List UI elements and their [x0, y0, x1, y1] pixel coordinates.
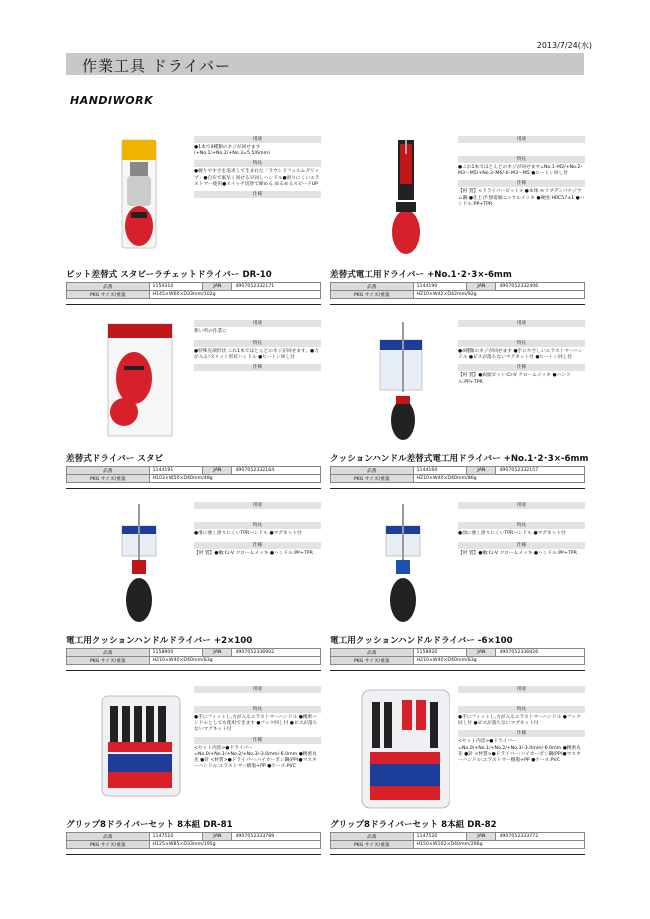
- feature-text: ●手にフィットし,力が入るエラストマーハンドル ●フック回し付 ●ビスが落ちないマグネット付: [458, 715, 581, 727]
- spec-header: 仕様: [458, 364, 585, 371]
- use-text: [194, 693, 321, 706]
- product-image: [94, 136, 186, 264]
- brand-logo: HANDIWORK: [70, 94, 154, 107]
- product-name: 差替式電工用ドライバー +No.1･2･3×-6mm: [330, 270, 512, 280]
- product-image: [358, 320, 450, 448]
- item-no: 1144191: [149, 467, 203, 475]
- jan-label: JAN: [203, 833, 232, 841]
- item-no-label: 品番: [67, 649, 150, 657]
- feature-text: ●油に強く滑りにくいTPRハンドル ●マグネット付: [458, 531, 566, 536]
- pkg-label: PKG サイズ/重量: [331, 657, 414, 665]
- feature-header: 特長: [458, 522, 585, 529]
- use-header: 用途: [458, 136, 585, 143]
- product-image: [358, 136, 450, 264]
- item-no: 1144160: [413, 467, 467, 475]
- feature-header: 特長: [458, 706, 585, 713]
- product-card-4: [330, 320, 589, 510]
- product-card-2: [330, 136, 585, 326]
- feature-text: ●滑に強く滑りにくいTPRハンドル ●マグネット付: [194, 531, 302, 536]
- spec-table: [66, 282, 321, 299]
- feature-text: ●手にフィットし,力が入るエラストマーハンドル ●精密ハンドルとしても使用できます ●フック回し付 ●ビスが落ちないマグネット付: [194, 715, 318, 733]
- item-no-label: 品番: [67, 833, 150, 841]
- divider: [330, 670, 585, 671]
- jan-label: JAN: [203, 467, 232, 475]
- feature-header: 特長: [194, 706, 321, 713]
- product-card-1: [66, 136, 321, 326]
- pkg-label: PKG サイズ/重量: [331, 291, 414, 299]
- spec-table: [330, 466, 585, 483]
- feature-text: ●4種類のネジが回せます ●手にやさしいエラストマーハンドル ●ビスが落ちないマグネット付 ●ヒートン回し付: [458, 349, 583, 361]
- use-header: 用途: [194, 686, 321, 693]
- pkg-size: H210×W42×D42mm/92g: [413, 291, 585, 299]
- spec-header: 仕様: [194, 364, 321, 371]
- use-text: [458, 143, 585, 156]
- jan-label: JAN: [467, 833, 496, 841]
- use-header: 用途: [458, 686, 585, 693]
- item-no-label: 品番: [67, 283, 150, 291]
- divider: [66, 304, 321, 305]
- divider: [66, 854, 321, 855]
- product-name: 差替式ドライバー スタビ: [66, 454, 164, 464]
- use-text: 狭い所の作業に: [194, 329, 227, 334]
- use-text: [458, 693, 585, 706]
- item-no: 1150310: [149, 283, 203, 291]
- pkg-size: H210×W40×D40mm/83g: [149, 657, 321, 665]
- spec-header: 仕様: [458, 542, 585, 549]
- use-header: 用途: [458, 320, 585, 327]
- spec-header: 仕様: [194, 737, 321, 744]
- spec-text: 【材 質】●軸:Cr-V クロームメッキ ●ハンドル:PP+TPR: [194, 551, 313, 556]
- spec-text: 【材 質】●軸:Cr-V クロームメッキ ●ハンドル:PP+TPR: [458, 551, 577, 556]
- pkg-label: PKG サイズ/重量: [67, 841, 150, 849]
- use-header: 用途: [194, 502, 321, 509]
- use-header: 用途: [194, 320, 321, 327]
- jan-code: 4907052332157: [496, 467, 585, 475]
- product-name: グリップ8ドライバーセット 8本組 DR-81: [66, 820, 233, 830]
- spec-text: [194, 371, 321, 384]
- product-name: 電工用クッションハンドルドライバー +2×100: [66, 636, 253, 646]
- use-text: [458, 509, 585, 522]
- pkg-label: PKG サイズ/重量: [67, 291, 150, 299]
- product-name: クッションハンドル差替式電工用ドライバー +No.1･2･3×-6mm: [330, 454, 589, 464]
- product-card-3: [66, 320, 321, 510]
- spec-table: [66, 832, 321, 849]
- pkg-label: PKG サイズ/重量: [331, 475, 414, 483]
- jan-label: JAN: [467, 283, 496, 291]
- pkg-size: H145×W60×D33mm/102g: [149, 291, 321, 299]
- jan-code: 4907052336926: [496, 649, 585, 657]
- product-image: [358, 502, 450, 630]
- feature-text: ●特殊先端形状 これ1本でほとんどのネジが回せます。●力が入る!スリット形状ハンドル ●ヒートン回し付: [194, 349, 319, 361]
- feature-header: 特長: [194, 160, 321, 167]
- product-name: グリップ8ドライバーセット 8本組 DR-82: [330, 820, 497, 830]
- pkg-size: H210×W40×D40mm/83g: [413, 657, 585, 665]
- feature-text: ●握りやすさを追求して生まれた「ラウンドフォルムグリップ」●自在で素早く回せる早回しハンドル●滑りにくいエラストマー使用●スイッチ切替で締める,ゆるめるスピードUP: [194, 169, 320, 187]
- pkg-size: H210×W40×D40mm/86g: [413, 475, 585, 483]
- jan-code: 4907052333772: [496, 833, 585, 841]
- spec-table: [330, 282, 585, 299]
- pkg-label: PKG サイズ/重量: [67, 475, 150, 483]
- jan-code: 4907052336902: [232, 649, 321, 657]
- product-name: ビット差替式 スタビーラチェットドライバー DR-10: [66, 270, 272, 280]
- item-no: 1158900: [149, 649, 203, 657]
- item-no-label: 品番: [331, 283, 414, 291]
- item-no: 1144190: [413, 283, 467, 291]
- spec-header: 仕様: [194, 191, 321, 198]
- spec-table: [66, 648, 321, 665]
- item-no-label: 品番: [331, 833, 414, 841]
- pkg-size: H150×W102×D40mm/296g: [413, 841, 585, 849]
- page-title-bar: [66, 53, 584, 75]
- spec-text: 【材 質】<ドライバービット> ●本体:モリブデンバナジウム鋼 ●仕上げ:無電解ニッケルメッキ ●硬度:HRC57±1 ●ハンドル:PP+TPR: [458, 189, 585, 207]
- use-text: [194, 509, 321, 522]
- pkg-size: H125×W85×D33mm/195g: [149, 841, 321, 849]
- pkg-size: H103×W50×D40mm/48g: [149, 475, 321, 483]
- jan-code: 4907052333789: [232, 833, 321, 841]
- spec-table: [330, 648, 585, 665]
- spec-text: 【材 質】●両頭ビット:Cr-V クロームメッキ ●ハンドル:PP+TPR: [458, 373, 571, 385]
- product-image: [94, 502, 186, 630]
- spec-header: 仕様: [458, 180, 585, 187]
- item-no: 1147510: [149, 833, 203, 841]
- feature-header: 特長: [458, 156, 585, 163]
- product-name: 電工用クッションハンドルドライバー -6×100: [330, 636, 513, 646]
- spec-text: [194, 198, 321, 211]
- use-header: 用途: [194, 136, 321, 143]
- feature-header: 特長: [194, 340, 321, 347]
- use-text: ●1本で4種類のネジが回せます(+No.1/+No.2/+No.3=5.5/6mm): [194, 145, 270, 157]
- spec-header: 仕様: [194, 542, 321, 549]
- item-no: 1147520: [413, 833, 467, 841]
- use-header: 用途: [458, 502, 585, 509]
- divider: [330, 304, 585, 305]
- spec-table: [66, 466, 321, 483]
- divider: [330, 854, 585, 855]
- product-image: [94, 320, 186, 448]
- item-no-label: 品番: [331, 649, 414, 657]
- item-no-label: 品番: [331, 467, 414, 475]
- jan-label: JAN: [467, 649, 496, 657]
- document-date: 2013/7/24(水): [536, 41, 592, 50]
- page-title: 作業工具 ドライバー: [82, 57, 232, 75]
- product-card-8: [330, 686, 585, 876]
- product-image: [358, 686, 450, 814]
- divider: [66, 670, 321, 671]
- product-card-5: [66, 502, 321, 692]
- jan-label: JAN: [467, 467, 496, 475]
- divider: [330, 488, 585, 489]
- product-image: [94, 686, 186, 814]
- use-text: [458, 327, 585, 340]
- feature-text: ●これ1本でほとんどのネジが回せます=No.1･M2/+No.2･M3〜M5/+No.3･M6/-6･M3〜M5 ●ヒートン回し付: [458, 165, 583, 177]
- divider: [66, 488, 321, 489]
- product-card-7: [66, 686, 321, 876]
- jan-label: JAN: [203, 649, 232, 657]
- feature-header: 特長: [458, 340, 585, 347]
- pkg-label: PKG サイズ/重量: [331, 841, 414, 849]
- pkg-label: PKG サイズ/重量: [67, 657, 150, 665]
- feature-header: 特長: [194, 522, 321, 529]
- jan-code: 4907052332164: [232, 467, 321, 475]
- spec-text: <セット内容>●ドライバー=No.0/+No.1/+No.2/+No.3/-3.0mm/-6.0mm ●精密丸先 ●針 <材質>●ドライバー:ハイカーボン鋼(PP)●マスターハンドル:エラストマー樹脂+PP ●ケース:PVC: [194, 745, 317, 770]
- jan-code: 4907052332171: [232, 283, 321, 291]
- jan-label: JAN: [203, 283, 232, 291]
- jan-code: 4907052332406: [496, 283, 585, 291]
- item-no: 1158920: [413, 649, 467, 657]
- spec-header: 仕様: [458, 730, 585, 737]
- spec-text: <セット内容>●ドライバー=No.0/+No.1/+No.2/+No.3/-3.0mm/-6.0mm ●精密丸先 ●針 <材質>●ドライバー:ハイカーボン鋼(PP)●マスターハンドル:エラストマー樹脂+PP ●ケース:PVC: [458, 739, 581, 764]
- spec-table: [330, 832, 585, 849]
- item-no-label: 品番: [67, 467, 150, 475]
- product-card-6: [330, 502, 585, 692]
